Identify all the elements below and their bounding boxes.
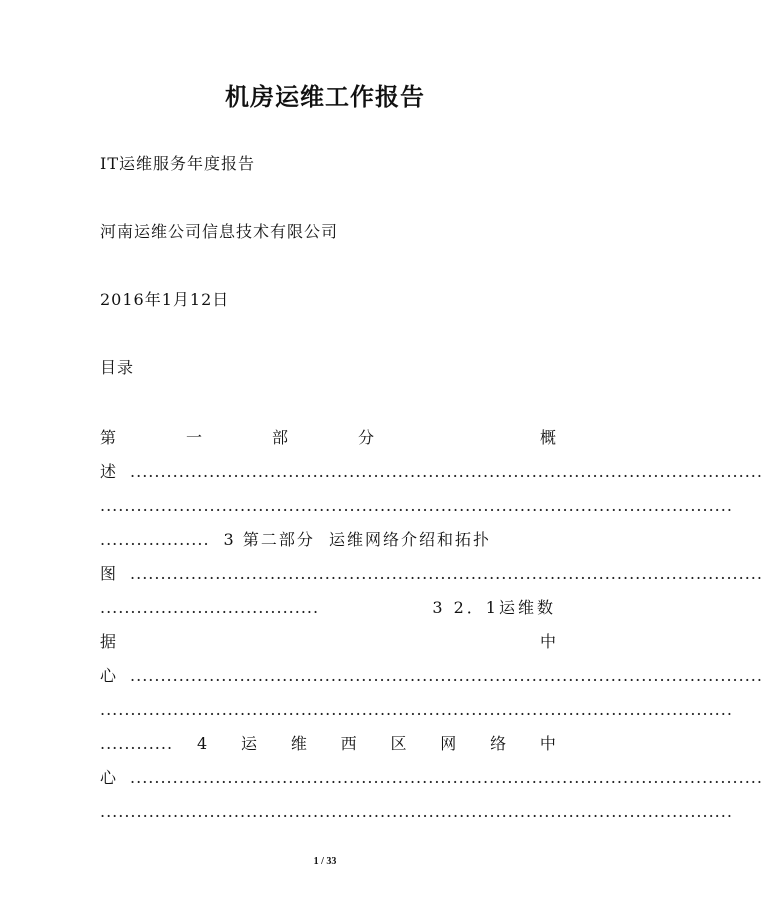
toc-line-data-center: [100, 631, 556, 653]
toc-line-part-two: [100, 529, 556, 551]
report-subtitle: IT运维服务年度报告: [100, 154, 255, 173]
toc-line-center: [100, 665, 763, 687]
toc-char: 中: [539, 632, 556, 651]
toc-part-one-label: [100, 427, 374, 449]
document-title: 机房运维工作报告: [225, 82, 425, 111]
toc-char: 据: [100, 632, 117, 651]
toc-leader-dots: ........................................................................................................: [100, 802, 733, 821]
toc-char: 西: [340, 734, 357, 753]
toc-line-overview: [100, 461, 763, 483]
toc-leader-line: [100, 495, 733, 517]
toc-char: 部: [271, 428, 288, 447]
toc-leader-dots: ........................................................................................................: [100, 496, 733, 515]
toc-char: 络: [490, 734, 507, 753]
toc-entry-label: 心: [100, 666, 117, 685]
toc-leader-dots: ........................................................................................................: [130, 564, 763, 583]
toc-char: 网: [440, 734, 457, 753]
toc-char: 概: [539, 428, 556, 447]
toc-char: 4: [197, 734, 208, 753]
toc-leader-dots: ........................................................................................................: [130, 768, 763, 787]
toc-leader-dots: ........................................................................................................: [130, 666, 763, 685]
toc-leader-dots: ........................................................................................................: [130, 462, 763, 481]
toc-char: 第: [100, 428, 117, 447]
toc-entry-label: 3 第二部分 运维网络介绍和拓扑: [223, 530, 491, 549]
toc-entry-label: 述: [100, 462, 117, 481]
toc-line-center-2: [100, 767, 763, 789]
toc-char: 运: [241, 734, 258, 753]
toc-entry-label: 心: [100, 768, 117, 787]
toc-char: 维: [290, 734, 307, 753]
page-indicator: 1 / 33: [313, 856, 337, 867]
toc-char: 中: [539, 734, 556, 753]
toc-char: 一: [185, 428, 202, 447]
toc-entry-label: [173, 733, 556, 755]
toc-leader-dots: ........................................................................................................: [100, 700, 733, 719]
toc-line-section-2-1: [100, 597, 556, 619]
toc-entry-label: 图: [100, 564, 117, 583]
toc-entry-label: 3 2．1运维数: [432, 598, 556, 617]
toc-leader-line: [100, 699, 733, 721]
toc-char: 分: [357, 428, 374, 447]
toc-char: 区: [390, 734, 407, 753]
toc-leader-line: [100, 801, 733, 823]
company-name: 河南运维公司信息技术有限公司: [100, 222, 339, 241]
toc-line-diagram: [100, 563, 763, 585]
toc-leader-dots: ............: [100, 734, 174, 753]
toc-line-part-one: [100, 427, 556, 449]
toc-leader-dots: ..................: [100, 530, 210, 549]
report-date: 2016年1月12日: [100, 290, 230, 309]
toc-heading: 目录: [100, 358, 135, 377]
toc-line-west-network: [100, 733, 556, 755]
toc-leader-dots: ....................................: [100, 598, 320, 617]
